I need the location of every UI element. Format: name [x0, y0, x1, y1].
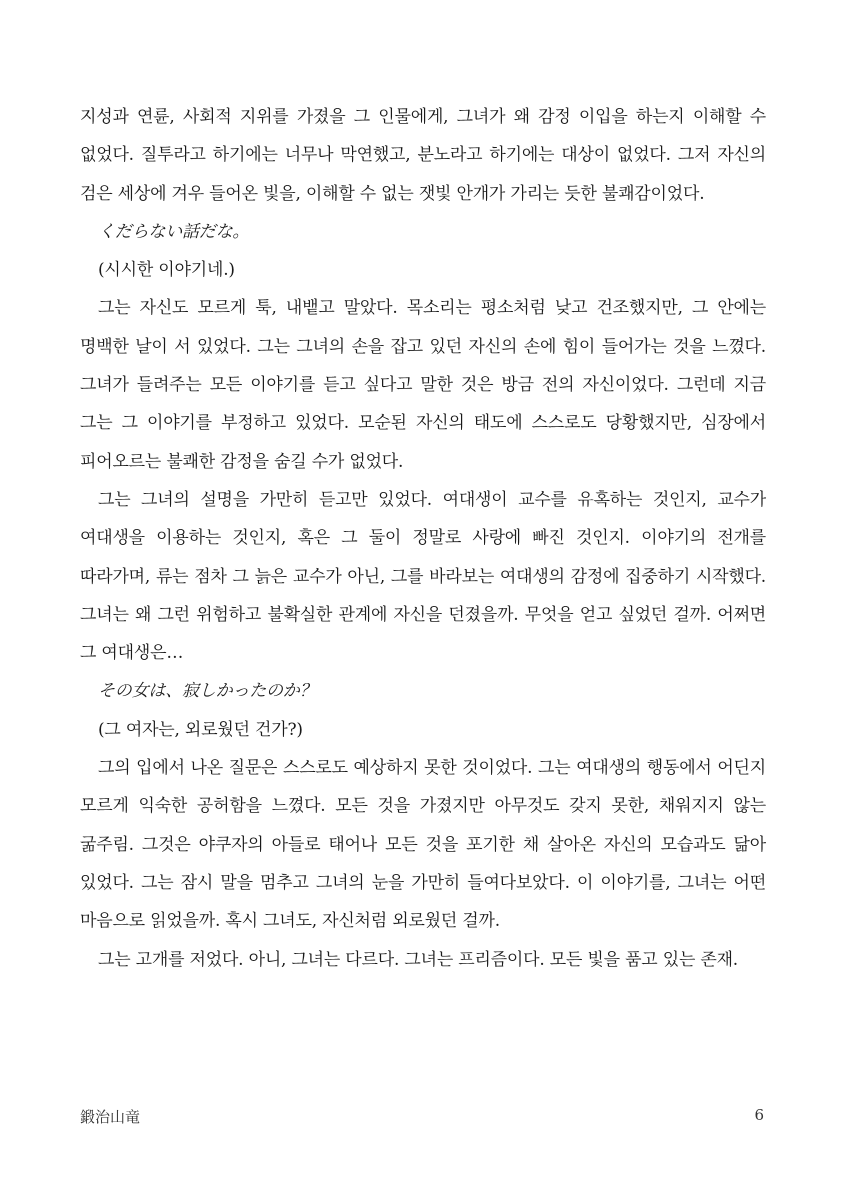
page-number: 6	[754, 1106, 764, 1124]
paragraph-8: 그의 입에서 나온 질문은 스스로도 예상하지 못한 것이었다. 그는 여대생의 행동에서 어딘지 모르게 익숙한 공허함을 느꼈다. 모든 것을 가졌지만 아무것도 갖지 못한, 채워지지 않는 굶주림. 그것은 야쿠자의 아들로 태어나 모든 것을 포기한 채 살아온 자신의 모습과도 닮아 있었다. 그는 잠시 말을 멈추고 그녀의 눈을 가만히 들여다보았다. 이 이야기를, 그녀는 어떤 마음으로 읽었을까. 혹시 그녀도, 자신처럼 외로웠던 걸까.	[80, 758, 766, 932]
paragraph-7-translation: (그 여자는, 외로웠던 건가?)	[98, 719, 303, 740]
paragraph-5: 그는 그녀의 설명을 가만히 듣고만 있었다. 여대생이 교수를 유혹하는 것인지, 교수가 여대생을 이용하는 것인지, 혹은 그 둘이 정말로 사랑에 빠진 것인지. 이야기의 전개를 따라가며, 류는 점차 그 늙은 교수가 아닌, 그를 바라보는 여대생의 감정에 집중하기 시작했다. 그녀는 왜 그런 위험하고 불확실한 관계에 자신을 던졌을까. 무엇을 얻고 싶었던 걸까. 어쩌면 그 여대생은…	[80, 489, 766, 664]
paragraph-1: 지성과 연륜, 사회적 지위를 가졌을 그 인물에게, 그녀가 왜 감정 이입을 하는지 이해할 수 없었다. 질투라고 하기에는 너무나 막연했고, 분노라고 하기에는 대상이 없었다. 그저 자신의 검은 세상에 겨우 들어온 빛을, 이해할 수 없는 잿빛 안개가 가리는 듯한 불쾌감이었다.	[80, 107, 766, 204]
paragraph-4: 그는 자신도 모르게 툭, 내뱉고 말았다. 목소리는 평소처럼 낮고 건조했지만, 그 안에는 명백한 날이 서 있었다. 그는 그녀의 손을 잡고 있던 자신의 손에 힘이 들어가는 것을 느꼈다. 그녀가 들려주는 모든 이야기를 듣고 싶다고 말한 것은 방금 전의 자신이었다. 그런데 지금 그는 그 이야기를 부정하고 있었다. 모순된 자신의 태도에 스스로도 당황했지만, 심장에서 피어오르는 불쾌한 감정을 숨길 수가 없었다.	[80, 298, 766, 472]
paragraph-2-japanese-line: くだらない話だな。	[98, 221, 250, 242]
page-body	[80, 98, 766, 979]
footer-author: 鍛治山竜	[80, 1108, 141, 1126]
paragraph-3-translation: (시시한 이야기네.)	[98, 260, 235, 281]
paragraph-6-japanese-line: その女は、寂しかったのか？	[98, 681, 317, 702]
paragraph-9: 그는 고개를 저었다. 아니, 그녀는 다르다. 그녀는 프리즘이다. 모든 빛을 품고 있는 존재.	[98, 949, 739, 970]
